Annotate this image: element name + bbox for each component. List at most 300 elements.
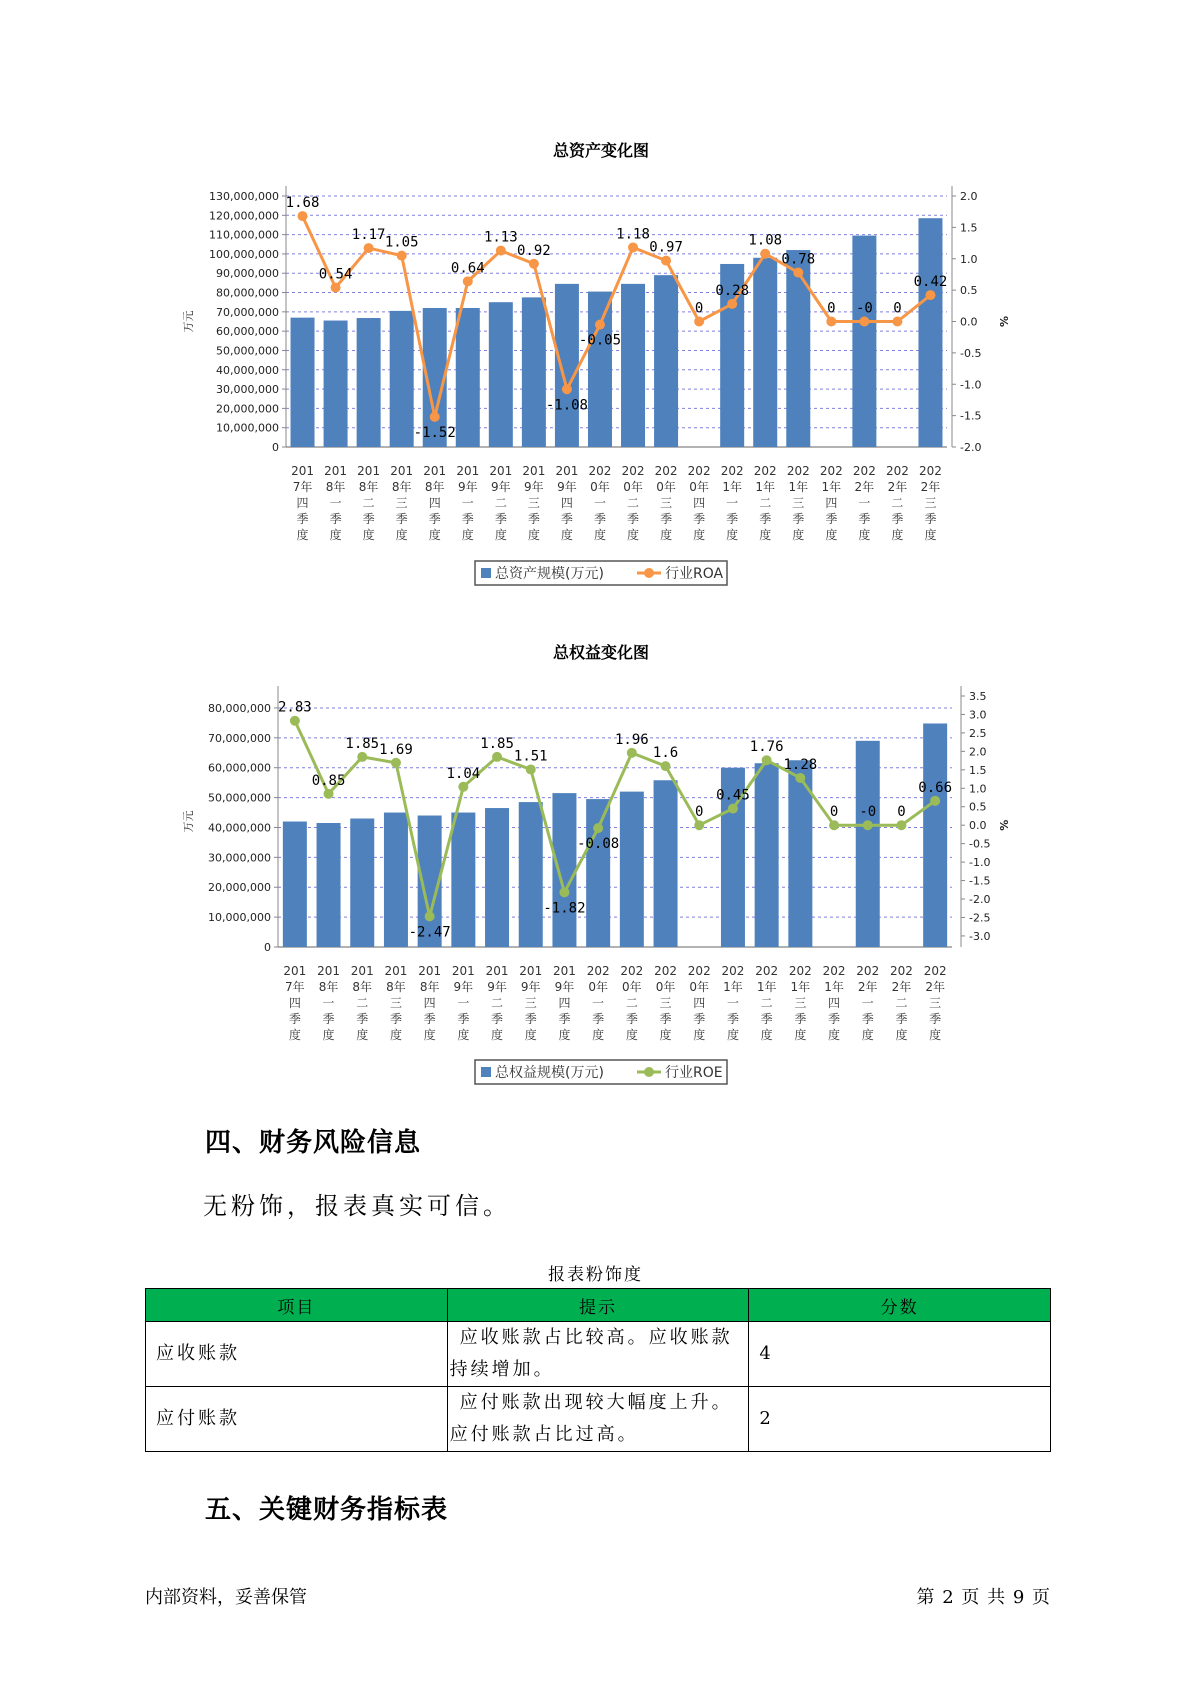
- x-tick-label: 季: [625, 1012, 638, 1026]
- x-tick-label: 季: [362, 512, 375, 526]
- financial-risk-text: 无粉饰，报表真实可信。: [203, 1192, 511, 1220]
- x-tick-label: 一: [329, 496, 342, 510]
- x-tick-label: 二: [494, 496, 507, 510]
- x-tick-label: 三: [395, 496, 408, 510]
- y2-tick-label: 1.5: [960, 221, 978, 235]
- data-point: [762, 755, 772, 765]
- legend-bar-label: 总权益规模(万元): [495, 1065, 604, 1081]
- table-cell-item: 应收账款: [146, 1322, 448, 1387]
- x-tick-label: 1年: [755, 480, 776, 494]
- y-tick-label: 0: [264, 941, 271, 954]
- bar: [654, 780, 678, 947]
- x-tick-label: 季: [524, 1012, 537, 1026]
- data-label: 0: [695, 804, 704, 821]
- y-tick-label: 40,000,000: [216, 363, 279, 377]
- x-tick-label: 季: [428, 512, 441, 526]
- x-tick-label: 2年: [920, 480, 941, 494]
- legend: [475, 1060, 727, 1084]
- bar: [519, 802, 543, 947]
- legend-line-label: 行业ROE: [665, 1065, 723, 1081]
- data-label: 0: [897, 804, 906, 821]
- data-label: 0.64: [450, 260, 485, 277]
- x-tick-label: 季: [356, 1012, 369, 1026]
- x-tick-label: 三: [794, 996, 807, 1010]
- x-tick-label: 202: [919, 464, 942, 478]
- data-label: 1.96: [614, 731, 649, 748]
- x-tick-label: 9年: [554, 980, 575, 994]
- bar: [324, 321, 348, 447]
- x-tick-label: 0年: [622, 980, 642, 994]
- x-tick-label: 度: [524, 1028, 537, 1042]
- x-tick-label: 季: [491, 1012, 504, 1026]
- y2-tick-label: 3.0: [969, 708, 987, 722]
- y2-tick-label: 0.0: [960, 315, 978, 329]
- x-tick-label: 季: [457, 1012, 470, 1026]
- data-point: [694, 820, 704, 830]
- x-tick-label: 季: [593, 512, 606, 526]
- x-tick-label: 季: [794, 1012, 807, 1026]
- x-tick-label: 8年: [424, 480, 445, 494]
- x-tick-label: 8年: [318, 980, 339, 994]
- data-label: 1.69: [379, 741, 413, 758]
- bar: [489, 302, 513, 447]
- x-tick-label: 0年: [689, 480, 709, 494]
- y2-tick-label: -3.0: [969, 929, 991, 943]
- x-tick-label: 202: [721, 964, 745, 978]
- x-tick-label: 1年: [821, 480, 842, 494]
- x-tick-label: 202: [621, 464, 645, 478]
- bar: [923, 723, 947, 947]
- x-tick-label: 度: [461, 528, 474, 542]
- data-point: [795, 773, 805, 783]
- x-tick-label: 2年: [854, 480, 875, 494]
- x-tick-label: 三: [792, 496, 805, 510]
- x-tick-label: 季: [895, 1012, 908, 1026]
- x-tick-label: 一: [858, 496, 871, 510]
- x-tick-label: 度: [329, 528, 342, 542]
- x-tick-label: 度: [858, 528, 871, 542]
- x-tick-label: 季: [726, 1012, 739, 1026]
- y-tick-label: 130,000,000: [209, 190, 279, 203]
- x-tick-label: 202: [588, 464, 612, 478]
- x-tick-label: 202: [654, 464, 678, 478]
- x-tick-label: 二: [895, 996, 908, 1010]
- x-tick-label: 度: [423, 1028, 436, 1042]
- x-tick-label: 1年: [790, 980, 811, 994]
- x-tick-label: 9年: [457, 480, 478, 494]
- data-point: [694, 317, 704, 327]
- legend-bar-swatch: [481, 568, 491, 578]
- data-point: [430, 412, 440, 422]
- y-tick-label: 30,000,000: [216, 383, 279, 397]
- x-tick-label: 季: [891, 512, 904, 526]
- y2-tick-label: 3.5: [969, 690, 987, 703]
- data-label: 0.92: [517, 242, 551, 259]
- y-tick-label: 110,000,000: [209, 228, 279, 242]
- x-tick-label: 三: [929, 996, 942, 1010]
- x-tick-label: 四: [828, 996, 841, 1010]
- x-tick-label: 0年: [588, 980, 608, 994]
- legend: [475, 561, 727, 585]
- x-tick-label: 四: [288, 996, 301, 1010]
- x-tick-label: 季: [760, 1012, 773, 1026]
- x-tick-label: 季: [288, 1012, 301, 1026]
- data-label: 1.05: [384, 234, 419, 251]
- bar: [753, 258, 777, 447]
- y2-tick-label: -1.0: [969, 856, 991, 870]
- x-tick-label: 季: [592, 1012, 605, 1026]
- x-tick-label: 四: [825, 496, 838, 510]
- bar: [588, 292, 612, 447]
- y2-tick-label: 1.0: [960, 252, 978, 266]
- section-title-key-indicators: 五、关键财务指标表: [205, 1495, 449, 1525]
- y-tick-label: 20,000,000: [216, 402, 279, 416]
- x-tick-label: 三: [924, 496, 937, 510]
- x-tick-label: 二: [491, 996, 504, 1010]
- y-tick-label: 80,000,000: [216, 286, 279, 300]
- x-tick-label: 度: [659, 1028, 672, 1042]
- legend-line-marker: [644, 1067, 654, 1077]
- y-axis-label: 万元: [182, 810, 195, 833]
- legend-bar-label: 总资产规模(万元): [495, 566, 604, 582]
- bar: [283, 822, 307, 948]
- bar: [522, 297, 546, 447]
- x-tick-label: 8年: [325, 480, 346, 494]
- x-tick-label: 201: [456, 464, 480, 478]
- data-label: 1.08: [748, 232, 783, 249]
- data-label: 1.85: [345, 735, 380, 752]
- data-label: 1.13: [483, 229, 518, 246]
- total-assets-chart: [150, 138, 1050, 593]
- data-label: 0.85: [311, 772, 346, 789]
- y2-tick-label: 2.0: [969, 745, 987, 759]
- y-tick-label: 30,000,000: [208, 851, 271, 865]
- data-point: [793, 268, 803, 278]
- data-point: [526, 764, 536, 774]
- y-tick-label: 20,000,000: [208, 881, 271, 895]
- x-tick-label: 三: [524, 996, 537, 1010]
- x-tick-label: 三: [527, 496, 540, 510]
- x-tick-label: 201: [555, 464, 579, 478]
- data-point: [391, 758, 401, 768]
- data-point: [562, 384, 572, 394]
- data-point: [661, 761, 671, 771]
- x-tick-label: 202: [923, 964, 947, 978]
- x-tick-label: 201: [357, 464, 381, 478]
- x-tick-label: 0年: [689, 980, 710, 994]
- y-tick-label: 70,000,000: [208, 731, 271, 745]
- x-tick-label: 度: [726, 528, 739, 542]
- x-tick-label: 四: [296, 496, 309, 510]
- data-point: [859, 317, 869, 327]
- y2-axis-label: %: [998, 819, 1011, 831]
- data-point: [829, 820, 839, 830]
- x-tick-label: 季: [560, 512, 573, 526]
- y2-tick-label: -1.5: [960, 409, 982, 423]
- x-tick-label: 季: [825, 512, 838, 526]
- x-tick-label: 202: [687, 964, 711, 978]
- x-tick-label: 202: [654, 964, 678, 978]
- x-tick-label: 202: [786, 464, 810, 478]
- x-tick-label: 202: [819, 464, 843, 478]
- y2-tick-label: -0.5: [960, 346, 982, 360]
- bar: [586, 799, 610, 947]
- x-tick-label: 四: [693, 996, 706, 1010]
- data-point: [628, 242, 638, 252]
- table-header-row: [146, 1289, 1051, 1322]
- x-tick-label: 度: [759, 528, 772, 542]
- y-tick-label: 60,000,000: [208, 761, 271, 775]
- data-point: [331, 283, 341, 293]
- x-tick-label: 度: [428, 528, 441, 542]
- x-tick-label: 四: [560, 496, 573, 510]
- table-header-score: 分数: [749, 1289, 1051, 1322]
- data-point: [298, 211, 308, 221]
- data-label: -1.08: [545, 397, 589, 414]
- x-tick-label: 季: [395, 512, 408, 526]
- data-point: [760, 249, 770, 259]
- x-tick-label: 度: [494, 528, 507, 542]
- y2-tick-label: -1.5: [969, 874, 991, 888]
- y-tick-label: 80,000,000: [208, 701, 271, 715]
- data-point: [529, 259, 539, 269]
- data-point: [290, 716, 300, 726]
- y2-tick-label: 0.5: [960, 284, 978, 298]
- data-label: -2.47: [408, 924, 451, 941]
- x-tick-label: 201: [283, 964, 307, 978]
- x-tick-label: 201: [522, 464, 546, 478]
- legend-line-label: 行业ROA: [665, 566, 724, 582]
- y2-tick-label: -0.5: [969, 837, 991, 851]
- x-tick-label: 202: [852, 464, 876, 478]
- table-header-hint: 提示: [447, 1289, 749, 1322]
- data-point: [559, 887, 569, 897]
- data-label: 0.45: [716, 787, 750, 804]
- x-tick-label: 三: [659, 996, 672, 1010]
- x-tick-label: 季: [861, 1012, 874, 1026]
- data-point: [397, 251, 407, 261]
- x-tick-label: 201: [451, 964, 475, 978]
- y-tick-label: 10,000,000: [216, 421, 279, 435]
- x-tick-label: 季: [726, 512, 739, 526]
- x-tick-label: 201: [519, 964, 543, 978]
- chart-title: 总权益变化图: [552, 643, 650, 662]
- data-label: 0: [827, 300, 836, 317]
- bar: [384, 813, 408, 947]
- x-tick-label: 季: [693, 512, 706, 526]
- x-tick-label: 1年: [723, 980, 743, 994]
- x-tick-label: 9年: [520, 980, 541, 994]
- x-tick-label: 度: [924, 528, 937, 542]
- x-tick-label: 季: [659, 1012, 672, 1026]
- y-tick-label: 90,000,000: [216, 267, 279, 281]
- bar: [555, 284, 579, 447]
- y2-tick-label: 1.5: [969, 763, 987, 777]
- x-tick-label: 三: [660, 496, 673, 510]
- x-tick-label: 四: [423, 996, 436, 1010]
- x-tick-label: 四: [558, 996, 571, 1010]
- data-label: -0: [859, 804, 877, 821]
- y2-tick-label: 2.5: [969, 726, 987, 740]
- data-label: 0: [893, 300, 902, 317]
- x-tick-label: 2年: [925, 980, 945, 994]
- report-whitewash-table: [145, 1288, 1051, 1452]
- x-tick-label: 0年: [623, 480, 643, 494]
- x-tick-label: 1年: [756, 980, 777, 994]
- x-tick-label: 202: [856, 964, 880, 978]
- x-tick-label: 2年: [891, 980, 912, 994]
- x-tick-label: 度: [792, 528, 805, 542]
- x-tick-label: 度: [794, 1028, 807, 1042]
- x-tick-label: 季: [792, 512, 805, 526]
- bar: [621, 284, 645, 447]
- total-assets-chart-svg: [150, 138, 1050, 593]
- x-tick-label: 7年: [292, 480, 313, 494]
- x-tick-label: 202: [687, 464, 711, 478]
- x-tick-label: 二: [362, 496, 375, 510]
- x-tick-label: 8年: [352, 980, 373, 994]
- data-label: -1.82: [543, 900, 586, 917]
- data-point: [463, 276, 473, 286]
- x-tick-label: 度: [593, 528, 606, 542]
- y-tick-label: 50,000,000: [208, 791, 271, 805]
- x-tick-label: 度: [895, 1028, 908, 1042]
- x-tick-label: 一: [592, 996, 605, 1010]
- x-tick-label: 度: [395, 528, 408, 542]
- x-tick-label: 8年: [391, 480, 412, 494]
- x-tick-label: 一: [726, 996, 739, 1010]
- x-tick-label: 201: [489, 464, 513, 478]
- y2-tick-label: -2.0: [969, 893, 991, 907]
- table-row: [146, 1387, 1051, 1452]
- data-label: 1.6: [652, 745, 679, 762]
- x-tick-label: 度: [592, 1028, 605, 1042]
- data-point: [458, 782, 468, 792]
- data-point: [863, 820, 873, 830]
- total-equity-chart: [150, 640, 1050, 1095]
- data-label: 0.66: [918, 779, 953, 796]
- x-tick-label: 202: [586, 964, 610, 978]
- data-point: [728, 804, 738, 814]
- x-tick-label: 9年: [491, 480, 511, 494]
- data-point: [357, 752, 367, 762]
- x-tick-label: 季: [296, 512, 309, 526]
- data-label: 1.18: [616, 226, 650, 243]
- data-label: 0.42: [913, 274, 948, 291]
- x-tick-label: 季: [322, 1012, 335, 1026]
- data-point: [364, 243, 374, 253]
- total-equity-chart-svg: [150, 640, 1050, 1095]
- table-cell-score: 2: [749, 1387, 1051, 1452]
- x-tick-label: 季: [660, 512, 673, 526]
- data-point: [496, 246, 506, 256]
- x-tick-label: 季: [389, 1012, 402, 1026]
- x-tick-label: 度: [861, 1028, 874, 1042]
- bar: [350, 819, 374, 947]
- bar: [357, 318, 381, 447]
- x-tick-label: 度: [389, 1028, 402, 1042]
- x-tick-label: 0年: [656, 480, 676, 494]
- x-tick-label: 三: [389, 996, 402, 1010]
- x-tick-label: 二: [759, 496, 772, 510]
- x-tick-label: 8年: [419, 980, 440, 994]
- x-tick-label: 度: [660, 528, 673, 542]
- y-tick-label: 70,000,000: [216, 305, 279, 319]
- x-tick-label: 202: [755, 964, 779, 978]
- y2-tick-label: 2.0: [960, 190, 978, 203]
- data-label: 0: [829, 804, 839, 821]
- data-label: 0.54: [318, 266, 353, 283]
- x-tick-label: 季: [693, 1012, 706, 1026]
- data-label: 1.85: [480, 735, 514, 752]
- x-tick-label: 201: [350, 964, 374, 978]
- y2-tick-label: 0.0: [969, 819, 987, 833]
- y-tick-label: 10,000,000: [208, 911, 271, 925]
- chart-title: 总资产变化图: [552, 141, 650, 160]
- bar: [456, 308, 480, 447]
- x-tick-label: 四: [428, 496, 441, 510]
- data-point: [727, 299, 737, 309]
- table-cell-score: 4: [749, 1322, 1051, 1387]
- data-point: [425, 911, 435, 921]
- x-tick-label: 季: [329, 512, 342, 526]
- x-tick-label: 度: [760, 1028, 773, 1042]
- x-tick-label: 二: [356, 996, 369, 1010]
- x-tick-label: 0年: [590, 480, 610, 494]
- x-tick-label: 度: [726, 1028, 739, 1042]
- x-tick-label: 季: [858, 512, 871, 526]
- x-tick-label: 202: [889, 964, 913, 978]
- bar: [918, 218, 942, 447]
- x-tick-label: 0年: [655, 980, 676, 994]
- table-cell-item: 应付账款: [146, 1387, 448, 1452]
- bar: [755, 763, 779, 947]
- x-tick-label: 二: [627, 496, 640, 510]
- y2-tick-label: -1.0: [960, 378, 982, 392]
- data-point: [627, 748, 637, 758]
- x-tick-label: 度: [558, 1028, 571, 1042]
- x-tick-label: 季: [924, 512, 937, 526]
- x-tick-label: 201: [324, 464, 348, 478]
- section-title-financial-risk: 四、财务风险信息: [205, 1128, 422, 1158]
- x-tick-label: 度: [322, 1028, 335, 1042]
- x-tick-label: 季: [558, 1012, 571, 1026]
- data-point: [826, 317, 836, 327]
- data-label: 0: [694, 300, 704, 317]
- bar: [552, 793, 576, 947]
- table-row: [146, 1322, 1051, 1387]
- bar: [291, 318, 315, 447]
- y-tick-label: 40,000,000: [208, 821, 271, 835]
- x-tick-label: 202: [885, 464, 909, 478]
- data-point: [925, 290, 935, 300]
- data-label: 0.78: [781, 251, 816, 268]
- data-label: 1.28: [783, 756, 818, 773]
- x-tick-label: 8年: [358, 480, 379, 494]
- x-tick-label: 季: [929, 1012, 942, 1026]
- data-point: [661, 256, 671, 266]
- x-tick-label: 季: [461, 512, 474, 526]
- x-tick-label: 季: [423, 1012, 436, 1026]
- bar: [485, 808, 509, 947]
- x-tick-label: 一: [726, 496, 739, 510]
- x-tick-label: 201: [384, 964, 408, 978]
- x-tick-label: 度: [457, 1028, 470, 1042]
- x-tick-label: 201: [418, 964, 442, 978]
- y-tick-label: 120,000,000: [209, 209, 279, 223]
- bar: [620, 792, 644, 947]
- x-tick-label: 度: [891, 528, 904, 542]
